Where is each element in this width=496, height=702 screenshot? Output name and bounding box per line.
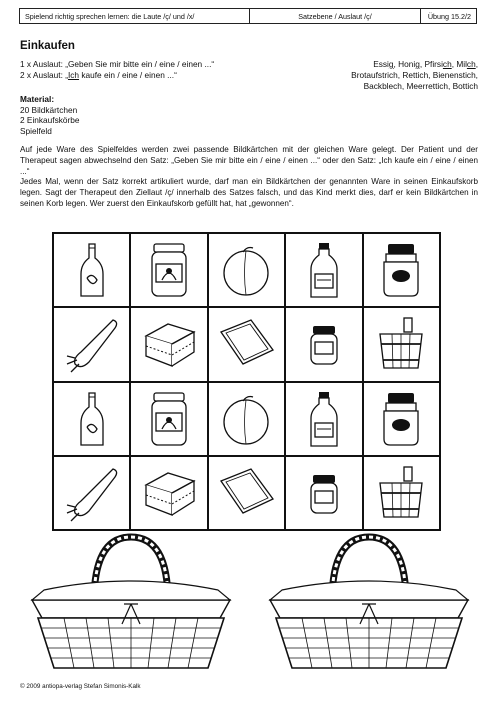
board-cell	[285, 382, 362, 456]
board-cell	[53, 307, 130, 381]
board-cell	[130, 382, 207, 456]
honey-jar-icon	[140, 389, 198, 449]
sentence-1: 1 x Auslaut: „Geben Sie mir bitte ein / eine / einen ...“	[20, 59, 215, 69]
wooden-tub-icon	[372, 463, 430, 523]
board-cell	[208, 307, 285, 381]
board-cell	[363, 382, 440, 456]
board-cell	[285, 307, 362, 381]
material-heading: Material:	[20, 94, 55, 104]
radish-icon	[63, 314, 121, 374]
baking-tray-icon	[217, 314, 275, 374]
material-list	[20, 94, 80, 136]
cake-slice-icon	[140, 314, 198, 374]
sentence-2: 2 x Auslaut: „Ich kaufe ein / eine / einen ...“	[20, 70, 177, 80]
board-cell	[363, 233, 440, 307]
word-list-line-1: Essig, Honig, Pfirsich, Milch,	[373, 59, 478, 69]
copyright-notice: © 2009 antiopa-verlag Stefan Simonis-Kalk	[20, 683, 141, 690]
board-cell	[363, 307, 440, 381]
cake-slice-icon	[140, 463, 198, 523]
board-cell	[53, 382, 130, 456]
board-cell	[53, 233, 130, 307]
board-cell	[285, 456, 362, 530]
header-topic: Satzebene / Auslaut /ç/	[250, 9, 421, 23]
peach-icon	[217, 389, 275, 449]
peach-icon	[217, 240, 275, 300]
board-cell	[363, 456, 440, 530]
horseradish-jar-icon	[295, 314, 353, 374]
board-cell	[285, 233, 362, 307]
radish-icon	[63, 463, 121, 523]
board-cell	[130, 233, 207, 307]
honey-jar-icon	[140, 240, 198, 300]
spread-jar-icon	[372, 240, 430, 300]
word-list-line-2: Brotaufstrich, Rettich, Bienenstich,	[351, 70, 478, 80]
material-item: Spielfeld	[20, 125, 52, 136]
horseradish-jar-icon	[295, 463, 353, 523]
baking-tray-icon	[217, 463, 275, 523]
instructions-paragraph-1: Auf jede Ware des Spielfeldes werden zwei passende Bildkärtchen mit der gleichen Ware gelegt. Der Patient und der Therapeut sagen abwechselnd den Satz: „Geben Sie mir bitte ein / eine / einen ...“ oder den Satz: „Ich kaufe ein / eine / einen ...“	[20, 145, 478, 176]
vinegar-bottle-icon	[63, 240, 121, 300]
header-exercise-number: Übung 15.2/2	[427, 12, 471, 21]
shopping-basket-icon	[262, 532, 476, 672]
material-item: 20 Bildkärtchen	[20, 104, 78, 115]
board-cell	[208, 233, 285, 307]
vinegar-bottle-icon	[63, 389, 121, 449]
shopping-basket-icon	[24, 532, 238, 672]
word-list-line-3: Backblech, Meerrettich, Bottich	[363, 81, 478, 91]
header-series-title: Spielend richtig sprechen lernen: die Laute /ç/ und /x/	[20, 9, 250, 23]
page-title: Einkaufen	[20, 40, 75, 52]
spread-jar-icon	[372, 389, 430, 449]
milk-bottle-icon	[295, 240, 353, 300]
instructions	[20, 145, 478, 210]
page-header	[19, 8, 477, 24]
material-item: 2 Einkaufskörbe	[20, 115, 80, 125]
board-cell	[208, 456, 285, 530]
game-board	[52, 232, 441, 531]
board-cell	[130, 456, 207, 530]
wooden-tub-icon	[372, 314, 430, 374]
milk-bottle-icon	[295, 389, 353, 449]
board-cell	[53, 456, 130, 530]
instructions-paragraph-2: Jedes Mal, wenn der Satz korrekt artikuliert wurde, darf man ein Bildkärtchen der genannten Ware in seinen Einkaufskorb legen. Sagt der Therapeut den Ziellaut /ç/ innerhalb des Satzes falsch, und das Kind merkt dies, darf er kein Bildkärtchen in seinen Korb legen. Wer zuerst den Einkaufskorb gefüllt hat, hat „gewonnen“.	[20, 177, 478, 208]
board-cell	[130, 307, 207, 381]
board-cell	[208, 382, 285, 456]
